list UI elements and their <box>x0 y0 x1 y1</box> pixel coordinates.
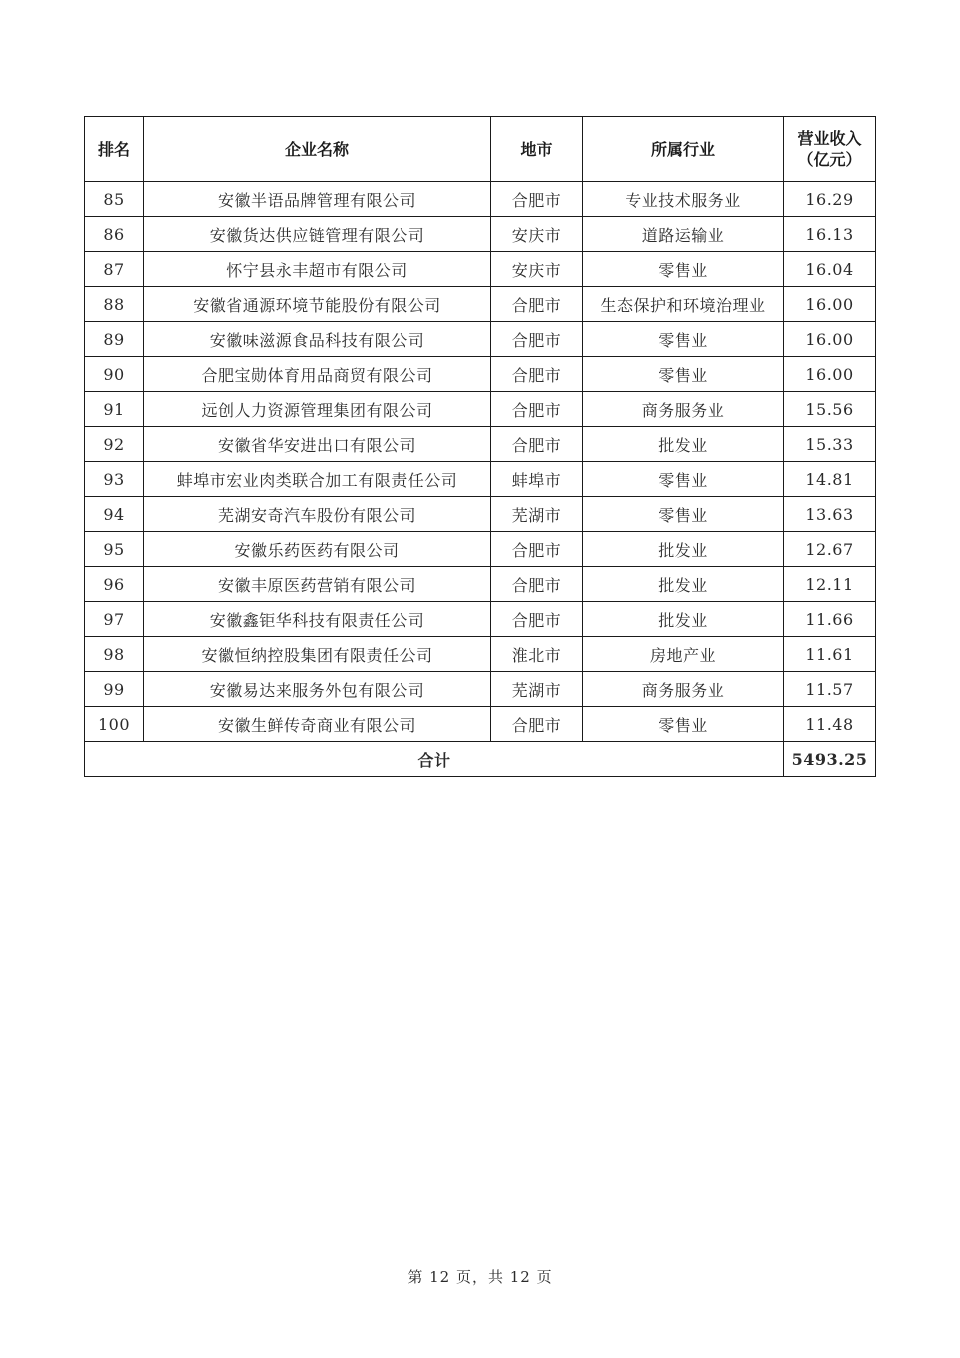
revenue-cell: 16.00 <box>784 287 876 322</box>
header-industry: 所属行业 <box>583 117 784 182</box>
company-name-cell: 安徽乐药医药有限公司 <box>144 532 491 567</box>
company-name-cell: 怀宁县永丰超市有限公司 <box>144 252 491 287</box>
company-name-cell: 合肥宝勋体育用品商贸有限公司 <box>144 357 491 392</box>
company-name-cell: 安徽货达供应链管理有限公司 <box>144 217 491 252</box>
revenue-cell: 13.63 <box>784 497 876 532</box>
revenue-cell: 16.29 <box>784 182 876 217</box>
city-cell: 合肥市 <box>491 532 583 567</box>
city-cell: 合肥市 <box>491 707 583 742</box>
table-row <box>85 497 876 532</box>
table-row <box>85 602 876 637</box>
revenue-cell: 12.67 <box>784 532 876 567</box>
rank-cell: 94 <box>85 497 144 532</box>
company-name-cell: 远创人力资源管理集团有限公司 <box>144 392 491 427</box>
table-row <box>85 357 876 392</box>
table-row <box>85 672 876 707</box>
rank-cell: 99 <box>85 672 144 707</box>
rank-cell: 100 <box>85 707 144 742</box>
table-row <box>85 427 876 462</box>
city-cell: 合肥市 <box>491 567 583 602</box>
industry-cell: 批发业 <box>583 567 784 602</box>
revenue-cell: 15.56 <box>784 392 876 427</box>
revenue-cell: 16.13 <box>784 217 876 252</box>
city-cell: 淮北市 <box>491 637 583 672</box>
company-name-cell: 芜湖安奇汽车股份有限公司 <box>144 497 491 532</box>
city-cell: 合肥市 <box>491 357 583 392</box>
header-city: 地市 <box>491 117 583 182</box>
table-header-row <box>85 117 876 182</box>
rank-cell: 85 <box>85 182 144 217</box>
table-row <box>85 707 876 742</box>
revenue-cell: 11.57 <box>784 672 876 707</box>
rank-cell: 92 <box>85 427 144 462</box>
company-name-cell: 安徽生鲜传奇商业有限公司 <box>144 707 491 742</box>
revenue-cell: 11.48 <box>784 707 876 742</box>
industry-cell: 生态保护和环境治理业 <box>583 287 784 322</box>
city-cell: 安庆市 <box>491 217 583 252</box>
company-name-cell: 安徽恒纳控股集团有限责任公司 <box>144 637 491 672</box>
table-row <box>85 637 876 672</box>
industry-cell: 零售业 <box>583 357 784 392</box>
table-row <box>85 182 876 217</box>
header-revenue-line2: （亿元） <box>797 150 862 169</box>
city-cell: 合肥市 <box>491 602 583 637</box>
industry-cell: 房地产业 <box>583 637 784 672</box>
city-cell: 合肥市 <box>491 392 583 427</box>
company-name-cell: 安徽省通源环境节能股份有限公司 <box>144 287 491 322</box>
industry-cell: 商务服务业 <box>583 672 784 707</box>
header-revenue <box>784 117 876 182</box>
company-name-cell: 安徽丰原医药营销有限公司 <box>144 567 491 602</box>
rank-cell: 89 <box>85 322 144 357</box>
revenue-cell: 16.04 <box>784 252 876 287</box>
industry-cell: 专业技术服务业 <box>583 182 784 217</box>
revenue-cell: 16.00 <box>784 357 876 392</box>
table-row <box>85 567 876 602</box>
table-row <box>85 217 876 252</box>
revenue-cell: 14.81 <box>784 462 876 497</box>
revenue-cell: 16.00 <box>784 322 876 357</box>
rank-cell: 93 <box>85 462 144 497</box>
enterprise-ranking-table <box>84 116 876 777</box>
industry-cell: 道路运输业 <box>583 217 784 252</box>
table-row <box>85 322 876 357</box>
company-name-cell: 安徽半语品牌管理有限公司 <box>144 182 491 217</box>
table-row <box>85 287 876 322</box>
revenue-cell: 11.61 <box>784 637 876 672</box>
rank-cell: 90 <box>85 357 144 392</box>
company-name-cell: 安徽鑫钜华科技有限责任公司 <box>144 602 491 637</box>
table-row <box>85 462 876 497</box>
rank-cell: 96 <box>85 567 144 602</box>
city-cell: 合肥市 <box>491 287 583 322</box>
city-cell: 芜湖市 <box>491 497 583 532</box>
table-row <box>85 532 876 567</box>
total-label: 合计 <box>85 742 784 777</box>
rank-cell: 88 <box>85 287 144 322</box>
rank-cell: 91 <box>85 392 144 427</box>
company-name-cell: 安徽省华安进出口有限公司 <box>144 427 491 462</box>
industry-cell: 零售业 <box>583 707 784 742</box>
table-body <box>85 182 876 777</box>
city-cell: 合肥市 <box>491 427 583 462</box>
city-cell: 合肥市 <box>491 322 583 357</box>
rank-cell: 86 <box>85 217 144 252</box>
header-revenue-line1: 营业收入 <box>797 129 862 148</box>
industry-cell: 零售业 <box>583 322 784 357</box>
industry-cell: 批发业 <box>583 532 784 567</box>
industry-cell: 批发业 <box>583 427 784 462</box>
industry-cell: 零售业 <box>583 252 784 287</box>
company-name-cell: 安徽易达来服务外包有限公司 <box>144 672 491 707</box>
city-cell: 安庆市 <box>491 252 583 287</box>
city-cell: 合肥市 <box>491 182 583 217</box>
industry-cell: 商务服务业 <box>583 392 784 427</box>
industry-cell: 零售业 <box>583 462 784 497</box>
rank-cell: 87 <box>85 252 144 287</box>
industry-cell: 零售业 <box>583 497 784 532</box>
header-company-name: 企业名称 <box>144 117 491 182</box>
city-cell: 蚌埠市 <box>491 462 583 497</box>
rank-cell: 97 <box>85 602 144 637</box>
industry-cell: 批发业 <box>583 602 784 637</box>
total-row <box>85 742 876 777</box>
revenue-cell: 11.66 <box>784 602 876 637</box>
table-row <box>85 252 876 287</box>
page-number-footer: 第 12 页，共 12 页 <box>407 1268 553 1286</box>
revenue-cell: 15.33 <box>784 427 876 462</box>
header-rank: 排名 <box>85 117 144 182</box>
company-name-cell: 安徽味滋源食品科技有限公司 <box>144 322 491 357</box>
revenue-cell: 12.11 <box>784 567 876 602</box>
city-cell: 芜湖市 <box>491 672 583 707</box>
rank-cell: 98 <box>85 637 144 672</box>
total-value: 5493.25 <box>784 742 876 777</box>
table-row <box>85 392 876 427</box>
rank-cell: 95 <box>85 532 144 567</box>
company-name-cell: 蚌埠市宏业肉类联合加工有限责任公司 <box>144 462 491 497</box>
